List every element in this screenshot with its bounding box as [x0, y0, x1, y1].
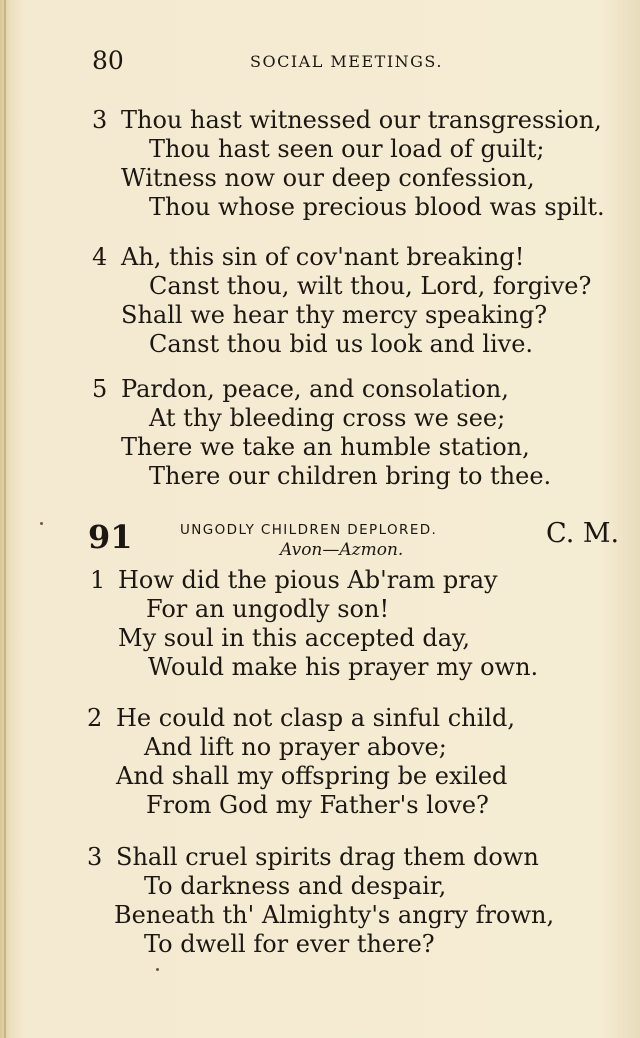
verse-line: Shall we hear thy mercy speaking? — [121, 301, 548, 329]
verse-line: Thou hast seen our load of guilt; — [149, 135, 545, 163]
page-gutter-shadow — [4, 0, 6, 1038]
verse-number: 2 — [87, 704, 103, 732]
verse-line: Witness now our deep confession, — [121, 164, 535, 192]
paper-speck — [40, 522, 43, 525]
hymn-meter: C. M. — [546, 518, 620, 549]
verse-number: 4 — [92, 243, 108, 271]
verse-line: Beneath th' Almighty's angry frown, — [114, 901, 555, 929]
verse-line: At thy bleeding cross we see; — [149, 404, 506, 432]
verse-line: Canst thou bid us look and live. — [149, 330, 534, 358]
verse-line: Ah, this sin of cov'nant breaking! — [121, 243, 525, 271]
verse-line: Thou whose precious blood was spilt. — [149, 193, 605, 221]
verse-line: Pardon, peace, and consolation, — [121, 375, 509, 403]
verse-line: Canst thou, wilt thou, Lord, forgive? — [149, 272, 592, 300]
verse-line: How did the pious Ab'ram pray — [118, 566, 498, 594]
verse-line: Would make his prayer my own. — [148, 653, 539, 681]
hymn-title: UNGODLY CHILDREN DEPLORED. — [180, 522, 438, 538]
hymn-tunes: Avon—Azmon. — [280, 540, 404, 560]
hymn-number: 91 — [88, 518, 133, 556]
verse-line: Shall cruel spirits drag them down — [116, 843, 539, 871]
verse-line: He could not clasp a sinful child, — [116, 704, 515, 732]
verse-line: And shall my offspring be exiled — [116, 762, 508, 790]
verse-line: To dwell for ever there? — [144, 930, 435, 958]
verse-number: 3 — [92, 106, 108, 134]
verse-line: There we take an humble station, — [121, 433, 530, 461]
verse-line: And lift no prayer above; — [144, 733, 447, 761]
verse-line: From God my Father's love? — [146, 791, 489, 819]
running-head: SOCIAL MEETINGS. — [250, 52, 443, 71]
verse-line: To darkness and despair, — [144, 872, 447, 900]
page-header — [92, 46, 532, 80]
page-number: 80 — [92, 46, 124, 75]
verse-line: There our children bring to thee. — [149, 462, 552, 490]
verse-line: My soul in this accepted day, — [118, 624, 471, 652]
verse-number: 1 — [90, 566, 106, 594]
verse-number: 3 — [87, 843, 103, 871]
verse-line: Thou hast witnessed our transgression, — [121, 106, 602, 134]
verse-line: For an ungodly son! — [146, 595, 390, 623]
verse-number: 5 — [92, 375, 108, 403]
paper-speck — [156, 968, 159, 971]
